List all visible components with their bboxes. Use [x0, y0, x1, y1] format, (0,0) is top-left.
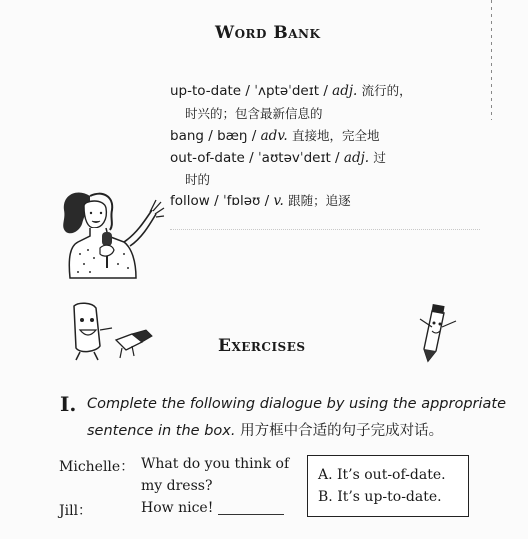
entry-pos: adj.	[343, 150, 370, 166]
word-bank-title: Word Bank	[215, 23, 321, 43]
option-b: B. It’s up-to-date.	[318, 489, 442, 505]
exercise-instruction-line2	[87, 419, 443, 440]
entry-phonetic: / ˈfɒləʊ /	[214, 193, 270, 209]
entry-word: up-to-date	[170, 83, 242, 99]
cartoon-characters-illustration	[66, 300, 156, 362]
options-box	[307, 455, 469, 517]
option-a: A. It’s out-of-date.	[318, 467, 446, 483]
exercise-instruction-line1: Complete the following dialogue by using the appropriate	[87, 396, 507, 412]
entry-bang	[170, 126, 379, 144]
answer-blank[interactable]	[218, 514, 284, 515]
instruction-en: sentence in the box.	[87, 423, 236, 439]
entry-word: bang	[170, 128, 204, 144]
entry-phonetic: / ˈʌptəˈdeɪt /	[245, 83, 328, 99]
entry-word: follow	[170, 193, 210, 209]
exercises-title: Exercises	[218, 336, 306, 356]
dialogue-line: How nice!	[141, 500, 214, 516]
entry-meaning: 流行的，	[361, 83, 412, 98]
entry-phonetic: / ˈaʊtəvˈdeɪt /	[249, 150, 340, 166]
entry-follow	[170, 191, 351, 209]
instruction-zh: 用方框中合适的句子完成对话。	[240, 423, 444, 439]
entry-up-to-date	[170, 81, 412, 99]
entry-meaning: 直接地，完全地	[291, 128, 380, 143]
dialogue-line: What do you think of	[141, 456, 290, 472]
woman-singer-illustration	[50, 178, 175, 280]
entry-meaning: 跟随；追逐	[288, 193, 351, 208]
word-bank-divider	[170, 229, 480, 230]
entry-pos: adj.	[332, 83, 358, 99]
margin-rule	[491, 0, 492, 120]
entry-out-of-date	[170, 148, 386, 166]
dialogue-speaker: Jill：	[59, 503, 93, 519]
entry-out-of-date-cont	[185, 170, 210, 188]
entry-up-to-date-cont	[185, 104, 323, 122]
exercise-number: I.	[60, 392, 77, 416]
entry-pos: adv.	[260, 128, 288, 144]
pencil-character-illustration	[414, 303, 459, 365]
entry-meaning: 过	[373, 150, 386, 165]
entry-meaning: 时的	[185, 172, 211, 187]
entry-pos: v.	[273, 193, 284, 209]
entry-meaning: 时兴的；包含最新信息的	[185, 106, 323, 121]
dialogue-line: my dress?	[141, 478, 213, 494]
dialogue-speaker: Michelle：	[59, 459, 135, 475]
entry-phonetic: / bæŋ /	[208, 128, 257, 144]
entry-word: out-of-date	[170, 150, 245, 166]
